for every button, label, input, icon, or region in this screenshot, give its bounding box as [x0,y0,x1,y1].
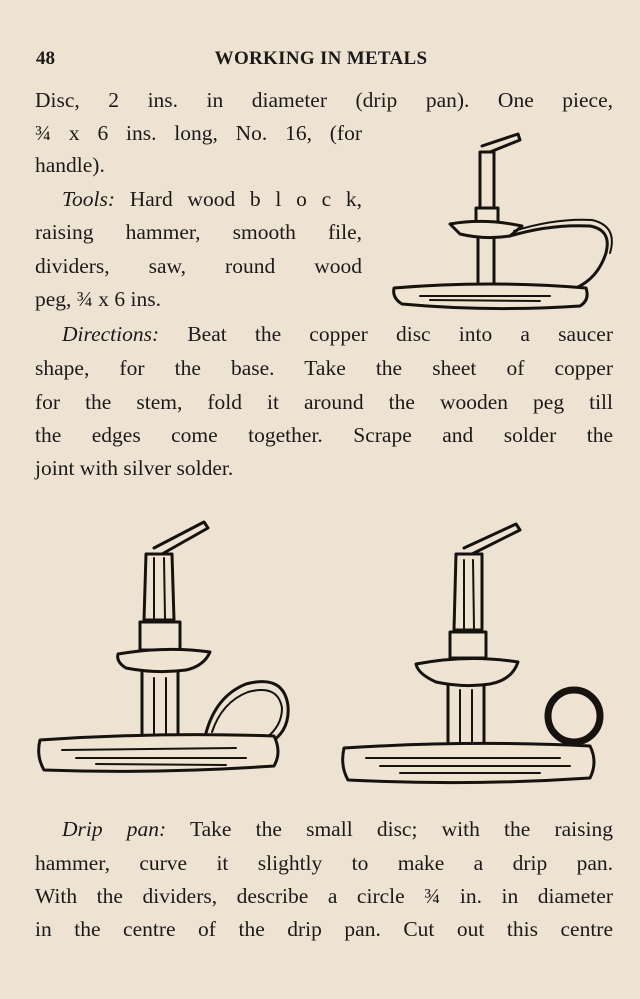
text-span: Hard wood b l o c k, [129,187,362,211]
page-number: 48 [36,48,55,69]
running-title: WORKING IN METALS [214,48,428,69]
text-line: the edges come together. Scrape and solder the [35,423,613,447]
text-line: With the dividers, describe a circle ¾ in. in diameter [35,884,613,908]
text-line: handle). [35,153,105,177]
directions-label: Directions: [62,322,160,346]
text-span: Take the small disc; with the raising [190,817,613,841]
text-line [62,814,613,844]
text-line: peg, ¾ x 6 ins. [35,287,162,311]
tools-label: Tools: [62,187,115,211]
text-line: in the centre of the drip pan. Cut out this centre [35,917,613,941]
text-line: hammer, curve it slightly to make a drip pan. [35,851,613,875]
candlestick-ring-handle [340,518,612,790]
text-line [62,184,362,214]
page-header [36,48,606,72]
text-line [62,319,613,349]
drip-pan-label: Drip pan: [62,817,167,841]
text-line: dividers, saw, round wood [35,254,362,278]
candlestick-scroll-handle [36,518,296,780]
text-line: raising hammer, smooth file, [35,220,362,244]
small-candlestick-scroll-handle [390,128,615,313]
text-span: Beat the copper disc into a saucer [187,322,613,346]
text-line: ¾ x 6 ins. long, No. 16, (for [35,121,362,145]
text-line: for the stem, fold it around the wooden peg till [35,390,613,414]
text-line: shape, for the base. Take the sheet of copper [35,356,613,380]
text-line: joint with silver solder. [35,456,234,480]
text-line: Disc, 2 ins. in diameter (drip pan). One piece, [35,88,613,112]
